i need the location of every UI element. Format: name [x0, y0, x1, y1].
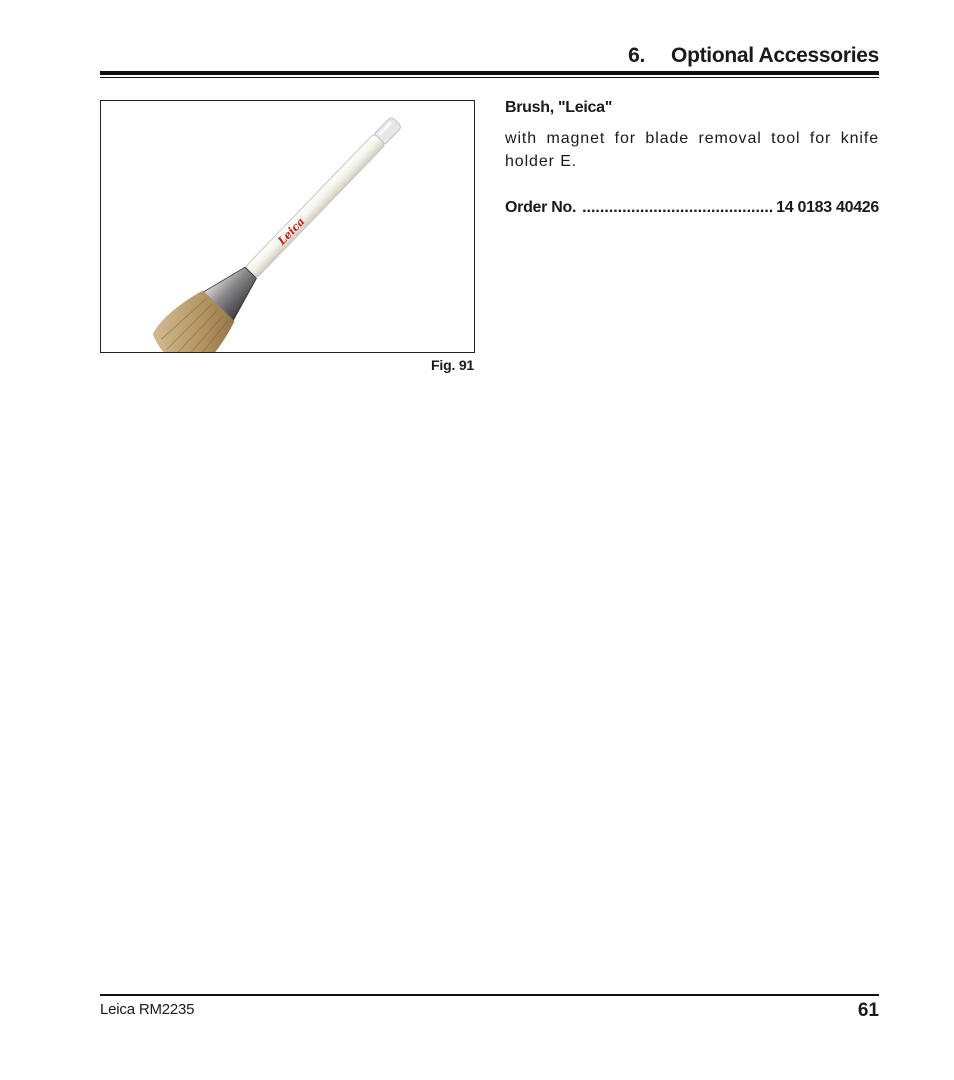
section-title: Optional Accessories — [671, 44, 879, 67]
footer-model: Leica RM2235 — [100, 1001, 195, 1018]
page-number: 61 — [857, 1000, 879, 1021]
section-number: 6. — [628, 44, 646, 67]
order-number: 14 0183 40426 — [776, 199, 879, 216]
svg-text:Leica: Leica — [275, 215, 308, 248]
product-description: with magnet for blade removal tool for knife holder E. — [505, 130, 879, 170]
section-header — [100, 44, 879, 74]
figure-frame — [100, 100, 475, 353]
header-rule-thick — [100, 71, 879, 75]
product-title: Brush, "Leica" — [505, 99, 613, 116]
order-label: Order No. — [505, 199, 577, 216]
footer-rule — [100, 994, 879, 996]
header-rule-thin — [100, 77, 879, 78]
leader-dots — [582, 199, 774, 217]
brush-illustration — [101, 101, 474, 352]
figure-caption: Fig. 91 — [431, 357, 474, 373]
order-line — [505, 199, 879, 217]
